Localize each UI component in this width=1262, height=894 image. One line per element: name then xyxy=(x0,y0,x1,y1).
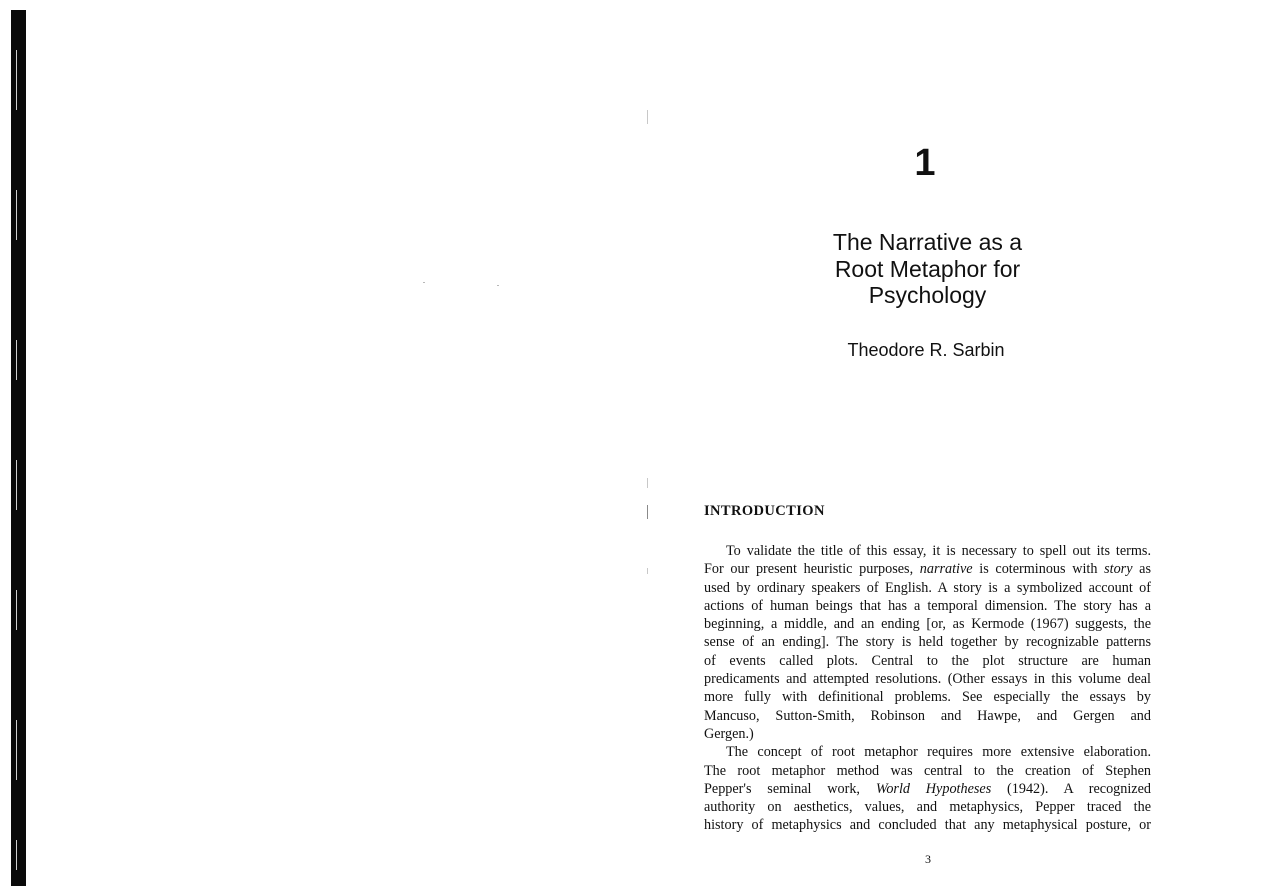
text-line: actions of human beings that has a temporal dimension. The story has a xyxy=(704,597,1151,614)
text-line: To validate the title of this essay, it is necessary to spell out its terms. xyxy=(726,543,1151,559)
scan-speck xyxy=(423,282,425,283)
body-text xyxy=(704,542,1151,835)
text-line: beginning, a middle, and an ending [or, as Kermode (1967) suggests, the xyxy=(704,616,1151,633)
text-line: The root metaphor method was central to the creation of Stephen xyxy=(704,762,1151,779)
chapter-title-line: The Narrative as a xyxy=(832,229,1023,255)
text-line: Gergen.) xyxy=(704,725,754,742)
text-line: Pepper's seminal work, World Hypotheses (1942). A recognized xyxy=(704,780,1151,797)
section-heading: INTRODUCTION xyxy=(704,503,825,519)
text-line: The concept of root metaphor requires more extensive elaboration. xyxy=(726,744,1151,761)
gutter-mark xyxy=(647,505,648,519)
chapter-author: Theodore R. Sarbin xyxy=(847,340,1005,360)
scan-speck xyxy=(497,285,499,286)
text-line: For our present heuristic purposes, narrative is coterminous with story as xyxy=(704,561,1151,578)
text-line: sense of an ending]. The story is held together by recognizable patterns xyxy=(704,634,1151,651)
chapter-title-line: Root Metaphor for xyxy=(834,255,1021,282)
chapter-title-line: Psychology xyxy=(868,282,987,308)
text-line: Mancuso, Sutton-Smith, Robinson and Hawpe, and Gergen and xyxy=(704,707,1151,724)
text-line: authority on aesthetics, values, and metaphysics, Pepper traced the xyxy=(704,799,1151,816)
binding-edge xyxy=(11,10,26,886)
text-line: of events called plots. Central to the plot structure are human xyxy=(704,652,1151,669)
chapter-title xyxy=(650,229,1205,309)
page-number: 3 xyxy=(925,852,931,866)
text-line: predicaments and attempted resolutions. (Other essays in this volume deal xyxy=(704,671,1151,688)
chapter-number: 1 xyxy=(914,142,936,184)
right-page xyxy=(650,0,1250,894)
gutter-mark xyxy=(647,110,648,124)
text-line: history of metaphysics and concluded that any metaphysical posture, or xyxy=(704,817,1151,834)
text-line: used by ordinary speakers of English. A story is a symbolized account of xyxy=(704,579,1151,596)
gutter-mark xyxy=(647,568,648,574)
gutter-mark xyxy=(647,478,648,488)
text-line: more fully with definitional problems. See especially the essays by xyxy=(704,689,1151,706)
